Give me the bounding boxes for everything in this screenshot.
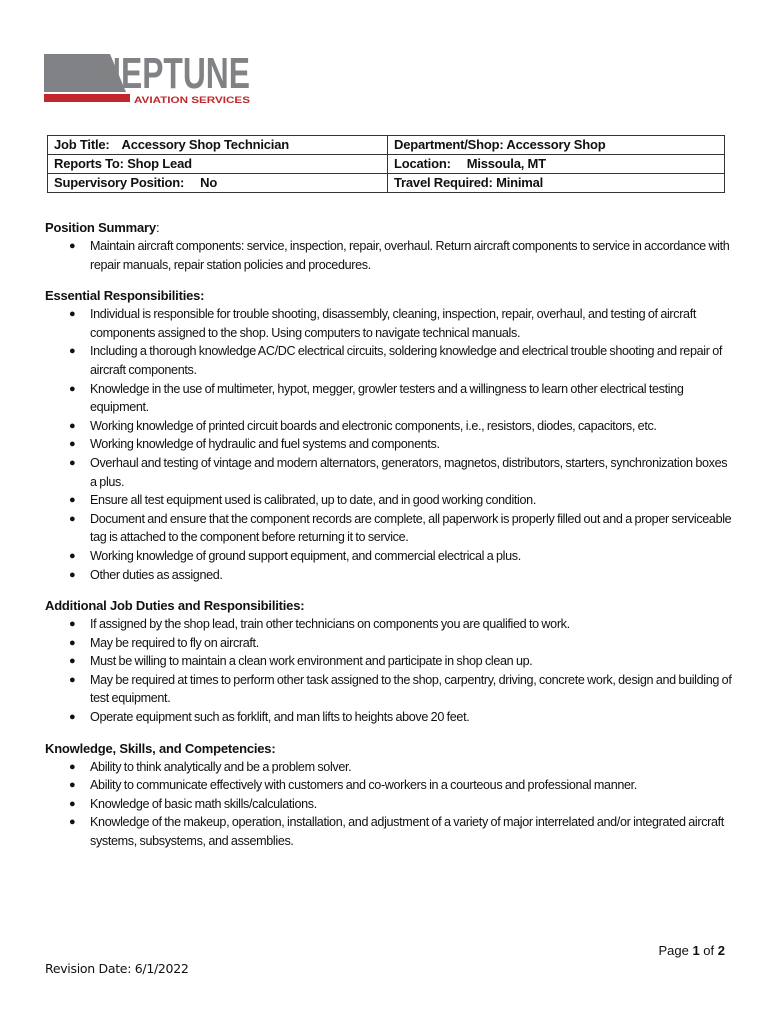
bullet-icon: ● <box>69 655 76 668</box>
list-item <box>45 547 735 566</box>
list-item <box>45 776 735 795</box>
section-heading: Essential Responsibilities: <box>45 288 205 304</box>
list-item-text: If assigned by the shop lead, train other technicians on components you are qualified to work. <box>90 617 570 632</box>
list-item-text: Must be willing to maintain a clean work environment and participate in shop clean up. <box>90 654 533 669</box>
bullet-list <box>45 758 735 851</box>
list-item-text: Document and ensure that the component records are complete, all paperwork is properly filled out and a proper serviceable tag is attached to the component before returning it to service. <box>90 511 732 545</box>
bullet-icon: ● <box>69 240 76 252</box>
additional-duties-section <box>45 597 735 727</box>
revision-date: Revision Date: 6/1/2022 <box>45 961 189 976</box>
bullet-list <box>45 305 735 584</box>
bullet-icon: ● <box>69 760 76 773</box>
list-item <box>45 813 735 850</box>
list-item <box>45 652 735 671</box>
bullet-icon: ● <box>69 549 76 562</box>
list-item-text: Knowledge of the makeup, operation, installation, and adjustment of a variety of major interrelated and/or integrated aircraft systems, subsystems, and assemblies. <box>90 815 724 849</box>
list-item <box>45 566 735 585</box>
list-item-text: Other duties as assigned. <box>90 567 223 582</box>
knowledge-skills-section <box>45 740 735 851</box>
bullet-icon: ● <box>69 512 76 525</box>
list-item-text: Including a thorough knowledge AC/DC electrical circuits, soldering knowledge and electrical trouble shooting and repair of aircraft components. <box>90 344 723 377</box>
job-title-cell: Job Title: Accessory Shop Technician <box>48 136 388 155</box>
list-item <box>45 615 735 634</box>
bullet-icon: ● <box>69 711 76 724</box>
job-description-body <box>45 219 735 864</box>
department-cell: Department/Shop: Accessory Shop <box>388 136 725 155</box>
essential-responsibilities-section <box>45 287 735 584</box>
bullet-icon: ● <box>69 456 76 469</box>
bullet-icon: ● <box>69 779 76 792</box>
list-item <box>45 237 735 274</box>
list-item <box>45 305 735 342</box>
list-item <box>45 342 735 379</box>
travel-cell: Travel Required: Minimal <box>388 174 725 193</box>
location-cell: Location: Missoula, MT <box>388 155 725 174</box>
list-item <box>45 510 735 547</box>
list-item-text: Individual is responsible for trouble shooting, disassembly, cleaning, inspection, repair, overhaul, and testing of aircraft components assigned to the shop. Using computers to navigate technical manuals. <box>90 307 697 340</box>
list-item-text: Maintain aircraft components: service, inspection, repair, overhaul. Return aircraft components to service in accordance with repair manuals, repair station policies and procedures. <box>90 239 730 272</box>
bullet-icon: ● <box>69 636 76 649</box>
bullet-icon: ● <box>69 308 76 321</box>
logo-wordmark: NEPTUNE <box>98 49 250 98</box>
list-item-text: Knowledge in the use of multimeter, hypot, megger, growler testers and a willingness to learn other electrical testing equipment. <box>90 381 684 415</box>
list-item <box>45 634 735 653</box>
list-item <box>45 671 735 708</box>
list-item <box>45 454 735 491</box>
bullet-list <box>45 615 735 727</box>
page-number: Page 1 of 2 <box>658 943 725 958</box>
company-logo <box>42 48 254 106</box>
list-item-text: Overhaul and testing of vintage and modern alternators, generators, magnetos, distributors, starters, synchronization boxes a plus. <box>90 455 728 489</box>
position-summary-section <box>45 219 735 274</box>
bullet-icon: ● <box>69 419 76 432</box>
list-item-text: Working knowledge of hydraulic and fuel systems and components. <box>90 437 440 452</box>
list-item-text: Working knowledge of printed circuit boards and electronic components, i.e., resistors, diodes, capacitors, etc. <box>90 418 657 433</box>
bullet-icon: ● <box>69 797 76 810</box>
bullet-icon: ● <box>69 618 76 631</box>
list-item-text: Knowledge of basic math skills/calculations. <box>90 796 317 811</box>
list-item-text: Working knowledge of ground support equipment, and commercial electrical a plus. <box>90 548 521 563</box>
list-item <box>45 758 735 777</box>
list-item <box>45 417 735 436</box>
section-heading: Position Summary: <box>45 220 160 235</box>
list-item-text: May be required to fly on aircraft. <box>90 635 259 650</box>
bullet-icon: ● <box>69 438 76 451</box>
supervisory-cell: Supervisory Position: No <box>48 174 388 193</box>
list-item-text: May be required at times to perform other task assigned to the shop, carpentry, driving, concrete work, design and building of test equipment. <box>90 672 732 706</box>
bullet-list <box>45 237 735 274</box>
list-item <box>45 435 735 454</box>
bullet-icon: ● <box>69 494 76 507</box>
bullet-icon: ● <box>69 673 76 686</box>
list-item-text: Ability to communicate effectively with customers and co-workers in a courteous and professional manner. <box>90 778 637 793</box>
list-item <box>45 795 735 814</box>
list-item <box>45 380 735 417</box>
list-item-text: Operate equipment such as forklift, and man lifts to heights above 20 feet. <box>90 710 470 725</box>
reports-to-cell: Reports To: Shop Lead <box>48 155 388 174</box>
job-info-table <box>47 135 725 193</box>
bullet-icon: ● <box>69 568 76 581</box>
section-heading: Additional Job Duties and Responsibilities: <box>45 598 305 614</box>
section-heading: Knowledge, Skills, and Competencies: <box>45 740 276 756</box>
list-item <box>45 491 735 510</box>
list-item-text: Ability to think analytically and be a problem solver. <box>90 759 352 774</box>
list-item-text: Ensure all test equipment used is calibrated, up to date, and in good working condition. <box>90 493 536 508</box>
list-item <box>45 708 735 727</box>
bullet-icon: ● <box>69 345 76 358</box>
bullet-icon: ● <box>69 382 76 395</box>
bullet-icon: ● <box>69 816 76 829</box>
logo-tagline: AVIATION SERVICES <box>134 95 250 106</box>
